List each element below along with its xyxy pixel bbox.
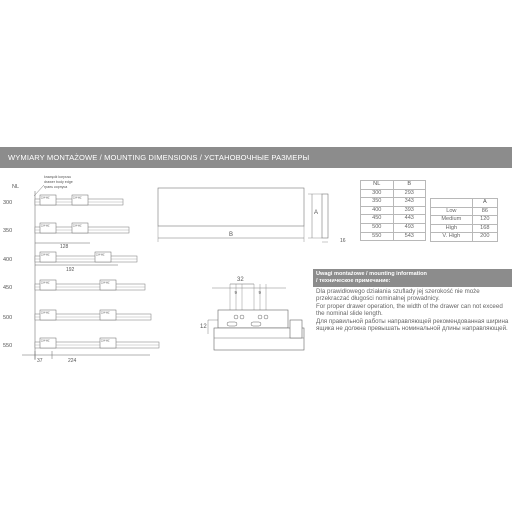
hole-label: 224-WZ [73,196,82,200]
table-cell: 350 [361,198,394,207]
table-header [431,199,473,208]
dim-label-32: 32 [237,277,244,283]
table-cell: High [431,224,473,233]
note-english: For proper drawer operation, the width of the drawer can not exceed the nominal slide length. [316,303,503,317]
slides-group [3,195,159,349]
callout-line-2: drawer body edge [44,180,73,184]
hole-detail-drawing [190,270,310,360]
slide-length-drawing [0,175,160,365]
table-cell: 120 [472,216,497,225]
dim-label-192: 192 [66,267,75,273]
screw-hole [264,315,268,319]
hole-label: 224-WZ [73,224,82,228]
dimension-37-224 [22,351,150,364]
drawer-front-panel [158,188,304,226]
table-row [431,233,498,242]
callout-line-1: krawędź korpusu [44,175,72,179]
table-cell: 343 [393,198,426,207]
table-cell: 500 [361,223,394,232]
table-row [361,206,426,215]
hole-label: 224-WZ [96,253,105,257]
screw-hole [234,315,238,319]
dim-label-12: 12 [200,324,207,330]
table-cell: Low [431,207,473,216]
dimension-128 [35,243,90,250]
hole-label: 224-WZ [41,253,50,257]
dimension-192 [35,265,118,273]
mounting-notes [313,269,512,332]
table-cell: Medium [431,216,473,225]
slot-hole [227,322,237,326]
hole-label: 224-WZ [101,281,110,285]
hole-label: 224-WZ [41,311,50,315]
dim-label-128: 128 [60,244,69,250]
table-cell: 393 [393,206,426,215]
front-view-drawing [150,180,360,250]
table-header-row [431,199,498,208]
hole-label: 224-WZ [41,224,50,228]
table-cell: 550 [361,232,394,241]
nl-axis-label: NL [12,184,20,190]
table-row [361,215,426,224]
table-header: A [472,199,497,208]
label-b: B [229,232,234,238]
table-cell: 86 [472,207,497,216]
callout-line-3: грань корпуса [44,185,68,189]
table-row [431,224,498,233]
nl-b-table [360,180,426,241]
table-cell: 200 [472,233,497,242]
screw-hole [258,315,262,319]
hole-label: 224-WZ [101,339,110,343]
table-cell: 293 [393,189,426,198]
label-thickness: 16 [340,238,346,244]
nl-label: 500 [3,315,13,321]
slot-hole [251,322,261,326]
notes-heading [313,269,512,287]
screw-hole [240,315,244,319]
note-polish: Dla prawidłowego działania szuflady jej szerokość nie może przekraczać długości nominalnej prowadnicy. [316,288,480,302]
table-cell: 443 [393,215,426,224]
table-cell: 450 [361,215,394,224]
side-profile [322,194,328,238]
table-header: B [393,181,426,190]
header-bar [0,147,512,168]
dim-label-9: 9 [234,290,238,295]
note-russian: Для правильной работы направляющей рекомендованная ширина ящика не должна превышать номинальной длины направляющей. [316,318,509,332]
page-title: WYMIARY MONTAŻOWE / MOUNTING DIMENSIONS / УСТАНОВОЧНЫЕ РАЗМЕРЫ [8,153,310,162]
table-cell: 493 [393,223,426,232]
notes-heading-line-2: / техническое примечание: [316,278,391,284]
nl-label: 300 [3,200,13,206]
nl-label: 450 [3,285,13,291]
label-a: A [314,210,319,216]
table-header-row [361,181,426,190]
table-cell: 543 [393,232,426,241]
nl-label: 550 [3,343,13,349]
table-cell: 168 [472,224,497,233]
callout [34,175,73,196]
table-row [361,198,426,207]
table-cell: V. High [431,233,473,242]
nl-label: 350 [3,228,13,234]
dim-label-37: 37 [37,358,43,364]
table-row [361,232,426,241]
table-row [361,189,426,198]
table-row [431,216,498,225]
hole-label: 224-WZ [101,311,110,315]
table-cell: 300 [361,189,394,198]
dim-label-9: 9 [258,290,262,295]
hole-label: 224-WZ [41,339,50,343]
height-a-table [430,198,498,242]
dim-label-224: 224 [68,358,77,364]
hole-label: 224-WZ [41,196,50,200]
table-cell: 400 [361,206,394,215]
table-row [431,207,498,216]
table-header: NL [361,181,394,190]
hole-label: 224-WZ [41,281,50,285]
notes-heading-line-1: Uwagi montażowe / mounting information [316,271,427,277]
table-row [361,223,426,232]
nl-label: 400 [3,257,13,263]
